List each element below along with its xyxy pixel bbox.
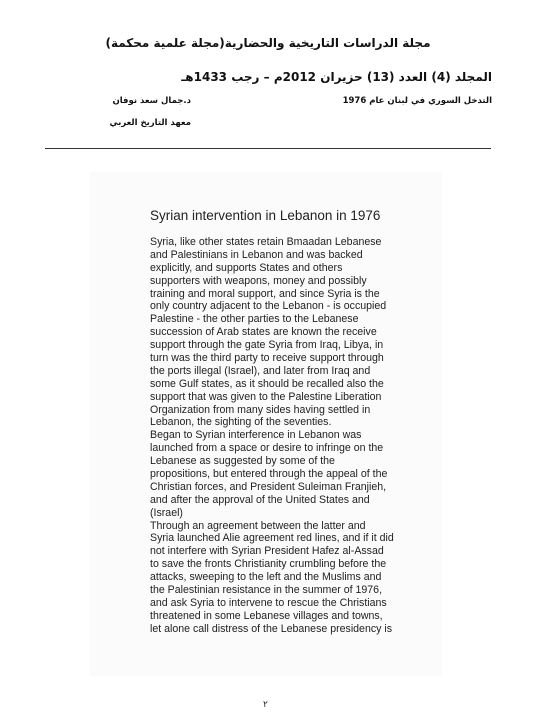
- abstract-line: some Gulf states, as it should be recalled also the: [150, 377, 384, 390]
- abstract-line: launched from a space or desire to infringe on the: [150, 442, 384, 455]
- header-divider: [45, 148, 491, 149]
- abstract-line: propositions, but entered through the appeal of the: [150, 468, 388, 481]
- issue-info: المجلد (4) العدد (13) حزيران 2012م – رجب 1433هـ: [181, 70, 492, 84]
- journal-title: مجلة الدراسات التاريخية والحضارية(مجلة علمية محكمة): [105, 36, 431, 50]
- abstract-line: not interfere with Syrian President Hafez al-Assad: [150, 545, 384, 558]
- abstract-line: Syria launched Alie agreement red lines, and if it did: [150, 532, 394, 545]
- author-name: د.جمال سعد نوفان: [112, 96, 191, 106]
- abstract-line: Lebanon, the sighting of the seventies.: [150, 416, 332, 429]
- abstract-line: Lebanese as suggested by some of the: [150, 455, 335, 468]
- abstract-line: let alone call distress of the Lebanese presidency is: [150, 622, 393, 635]
- abstract-line: succession of Arab states are known the receive: [150, 326, 377, 339]
- author-institute: معهد التاريخ العربي: [109, 118, 191, 128]
- abstract-line: and Palestinians in Lebanon and was backed: [150, 248, 363, 261]
- abstract-line: Palestine - the other parties to the Lebanese: [150, 313, 359, 326]
- abstract-line: training and moral support, and since Syria is the: [150, 287, 380, 300]
- abstract-line: Organization from many sides having settled in: [150, 403, 371, 416]
- abstract-line: attacks, sweeping to the left and the Muslims and: [150, 571, 382, 584]
- abstract-title: Syrian intervention in Lebanon in 1976: [150, 208, 381, 223]
- abstract-line: explicitly, and supports States and others: [150, 261, 343, 274]
- abstract-line: to save the fronts Christianity crumbling before the: [150, 558, 387, 571]
- article-title-arabic: التدخل السوري في لبنان عام 1976: [342, 96, 492, 106]
- abstract-body: [150, 236, 440, 636]
- abstract-line: and ask Syria to intervene to rescue the Christians: [150, 596, 387, 609]
- abstract-line: threatened in some Lebanese villages and towns,: [150, 609, 383, 622]
- abstract-line: support that was given to the Palestine Liberation: [150, 390, 382, 403]
- abstract-line: only country adjacent to the Lebanon - is occupied: [150, 300, 387, 313]
- abstract-line: Began to Syrian interference in Lebanon was: [150, 429, 362, 442]
- abstract-line: support through the gate Syria from Iraq, Libya, in: [150, 339, 384, 352]
- abstract-line: Through an agreement between the latter and: [150, 519, 366, 532]
- page-number: ٢: [263, 700, 268, 710]
- abstract-line: and after the approval of the United States and: [150, 493, 370, 506]
- abstract-line: the ports illegal (Israel), and later from Iraq and: [150, 364, 371, 377]
- abstract-line: turn was the third party to receive support through: [150, 352, 384, 365]
- abstract-line: supporters with weapons, money and possibly: [150, 274, 367, 287]
- abstract-line: Syria, like other states retain Bmaadan Lebanese: [150, 236, 382, 248]
- abstract-line: Christian forces, and President Suleiman Franjieh,: [150, 480, 387, 493]
- abstract-line: the Palestinian resistance in the summer of 1976,: [150, 584, 383, 597]
- abstract-line: (Israel): [150, 506, 183, 519]
